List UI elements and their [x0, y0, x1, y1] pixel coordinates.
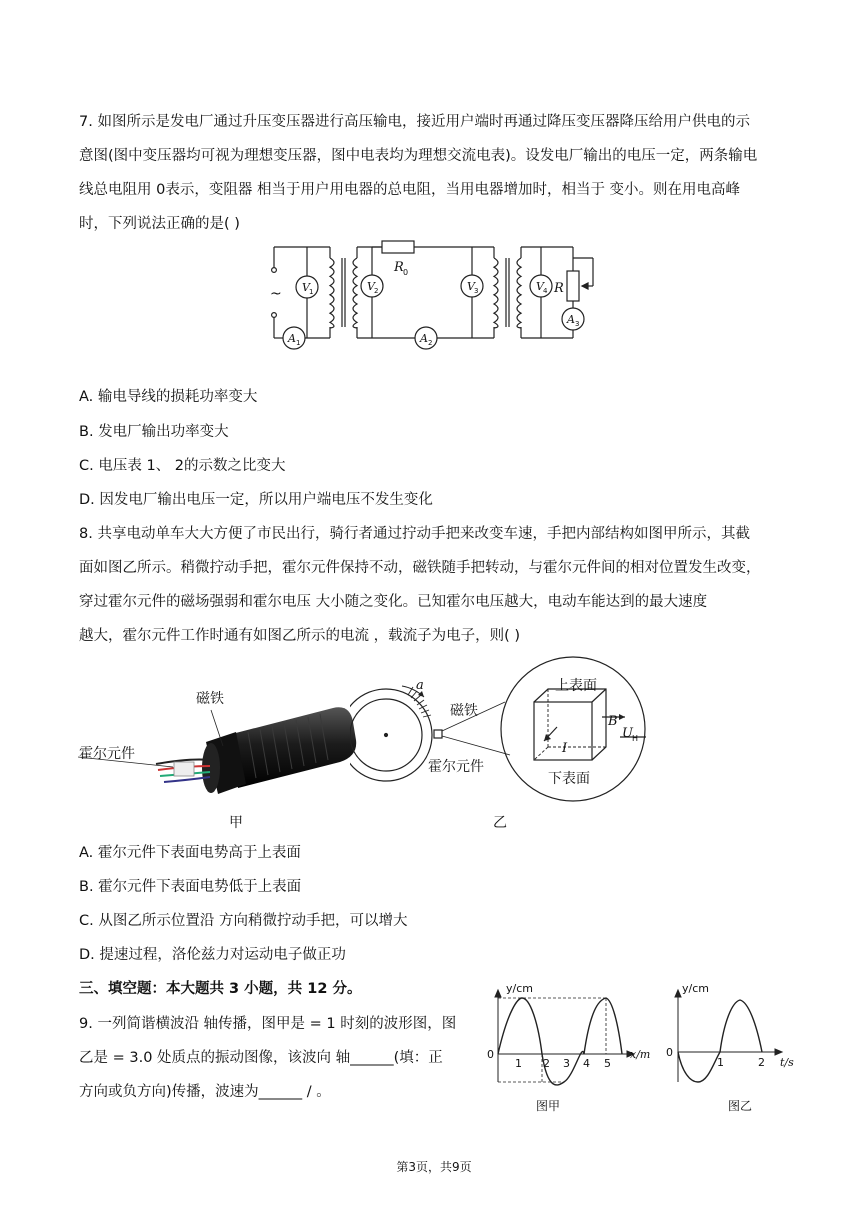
q8-line-1: 8. 共享电动单车大大方便了市民出行，骑行者通过拧动手把来改变车速，手把内部结构如图甲所示，其截	[79, 526, 750, 542]
svg-text:y/cm: y/cm	[682, 982, 709, 995]
q8-option-d: D. 提速过程，洛伦兹力对运动电子做正功	[79, 947, 346, 963]
q8-yi-hall-label: 霍尔元件	[428, 759, 484, 775]
q7-option-c: C. 电压表 1、 2的示数之比变大	[79, 458, 286, 474]
svg-text:2: 2	[428, 339, 433, 347]
q7-line-3: 线总电阻用 0表示，变阻器 相当于用户用电器的总电阻，当用电器增加时，相当于 变小。则在用电高峰	[79, 182, 741, 198]
q8-option-b: B. 霍尔元件下表面电势低于上表面	[79, 879, 302, 895]
svg-text:U: U	[622, 726, 633, 741]
q8-line-3: 穿过霍尔元件的磁场强弱和霍尔电压 大小随之变化。已知霍尔电压越大，电动车能达到的最大速度	[79, 594, 708, 610]
q9-line-2: 乙是 = 3.0 处质点的振动图像，该波向 轴______(填：正	[79, 1050, 443, 1066]
svg-text:0: 0	[666, 1046, 673, 1059]
svg-text:R: R	[554, 281, 564, 296]
q8-jia-magnet-label: 磁铁	[196, 691, 224, 707]
section-3-heading: 三、填空题：本大题共 3 小题，共 12 分。	[79, 981, 362, 997]
svg-text:R: R	[394, 260, 404, 275]
q8-jia-hall-label: 霍尔元件	[79, 746, 135, 762]
q8-yi-magnet-label: 磁铁	[450, 703, 478, 719]
svg-text:2: 2	[374, 287, 379, 295]
waveform-curve	[498, 998, 584, 1085]
q7-line-1: 7. 如图所示是发电厂通过升压变压器进行高压输电，接近用户端时再通过降压变压器降压给用户供电的示	[79, 114, 750, 130]
q7-option-a: A. 输电导线的损耗功率变大	[79, 389, 258, 405]
svg-text:3: 3	[474, 287, 479, 295]
svg-text:V: V	[302, 281, 310, 294]
svg-text:0: 0	[487, 1048, 494, 1061]
svg-text:3: 3	[563, 1057, 570, 1070]
q8-yi-top-surface-label: 上表面	[555, 678, 597, 694]
q9-line-1: 9. 一列简谐横波沿 轴传播，图甲是 = 1 时刻的波形图，图	[79, 1016, 457, 1032]
svg-text:4: 4	[583, 1057, 590, 1070]
svg-text:4: 4	[543, 287, 548, 295]
svg-text:3: 3	[575, 320, 580, 328]
q9-graph-jia	[482, 982, 657, 1092]
q7-option-b: B. 发电厂输出功率变大	[79, 424, 229, 440]
svg-text:A: A	[567, 313, 575, 326]
q7-line-4: 时，下列说法正确的是( )	[79, 216, 240, 232]
svg-text:1: 1	[515, 1057, 522, 1070]
q9-graph-yi	[662, 982, 802, 1092]
rotation-direction-label: a	[416, 678, 424, 693]
svg-text:1: 1	[309, 288, 314, 296]
q8-option-a: A. 霍尔元件下表面电势高于上表面	[79, 845, 301, 861]
svg-text:5: 5	[604, 1057, 611, 1070]
q8-option-c: C. 从图乙所示位置沿 方向稍微拧动手把，可以增大	[79, 913, 408, 929]
q8-yi-bottom-surface-label: 下表面	[548, 771, 590, 787]
q7-line-2: 意图(图中变压器均可视为理想变压器，图中电表均为理想交流电表)。设发电厂输出的电压一定，两条输电	[79, 148, 758, 164]
q9-graph-jia-caption: 图甲	[536, 1099, 561, 1113]
ac-source-symbol: ~	[270, 286, 282, 302]
oscillation-curve	[678, 1000, 762, 1082]
svg-text:V: V	[467, 280, 475, 293]
svg-text:1: 1	[717, 1056, 724, 1069]
svg-text:V: V	[367, 280, 375, 293]
q8-jia-caption: 甲	[229, 815, 243, 831]
svg-text:2: 2	[543, 1057, 550, 1070]
svg-text:A: A	[288, 332, 296, 345]
svg-text:x/m: x/m	[630, 1048, 651, 1061]
svg-text:t/s: t/s	[780, 1056, 794, 1069]
q8-figure-yi	[350, 655, 680, 805]
svg-text:2: 2	[758, 1056, 765, 1069]
svg-text:1: 1	[296, 339, 301, 347]
q9-line-3: 方向或负方向)传播，波速为______ / 。	[79, 1084, 331, 1100]
q8-line-2: 面如图乙所示。稍微拧动手把，霍尔元件保持不动，磁铁随手把转动，与霍尔元件间的相对位置发生改变，	[79, 560, 761, 576]
q8-line-4: 越大，霍尔元件工作时通有如图乙所示的电流 ，载流子为电子，则( )	[79, 628, 521, 644]
svg-text:V: V	[536, 280, 544, 293]
q7-option-d: D. 因发电厂输出电压一定，所以用户端电压不发生变化	[79, 492, 433, 508]
svg-text:A: A	[420, 332, 428, 345]
svg-text:y/cm: y/cm	[506, 982, 533, 995]
svg-text:0: 0	[403, 268, 409, 277]
q9-graph-yi-caption: 图乙	[728, 1099, 753, 1113]
svg-text:H: H	[632, 734, 639, 743]
page-number-footer: 第3页，共9页	[396, 1160, 472, 1174]
svg-text:B: B	[608, 714, 618, 729]
q8-yi-caption: 乙	[493, 815, 507, 831]
svg-text:I: I	[562, 741, 568, 756]
q7-circuit-diagram	[262, 238, 607, 350]
